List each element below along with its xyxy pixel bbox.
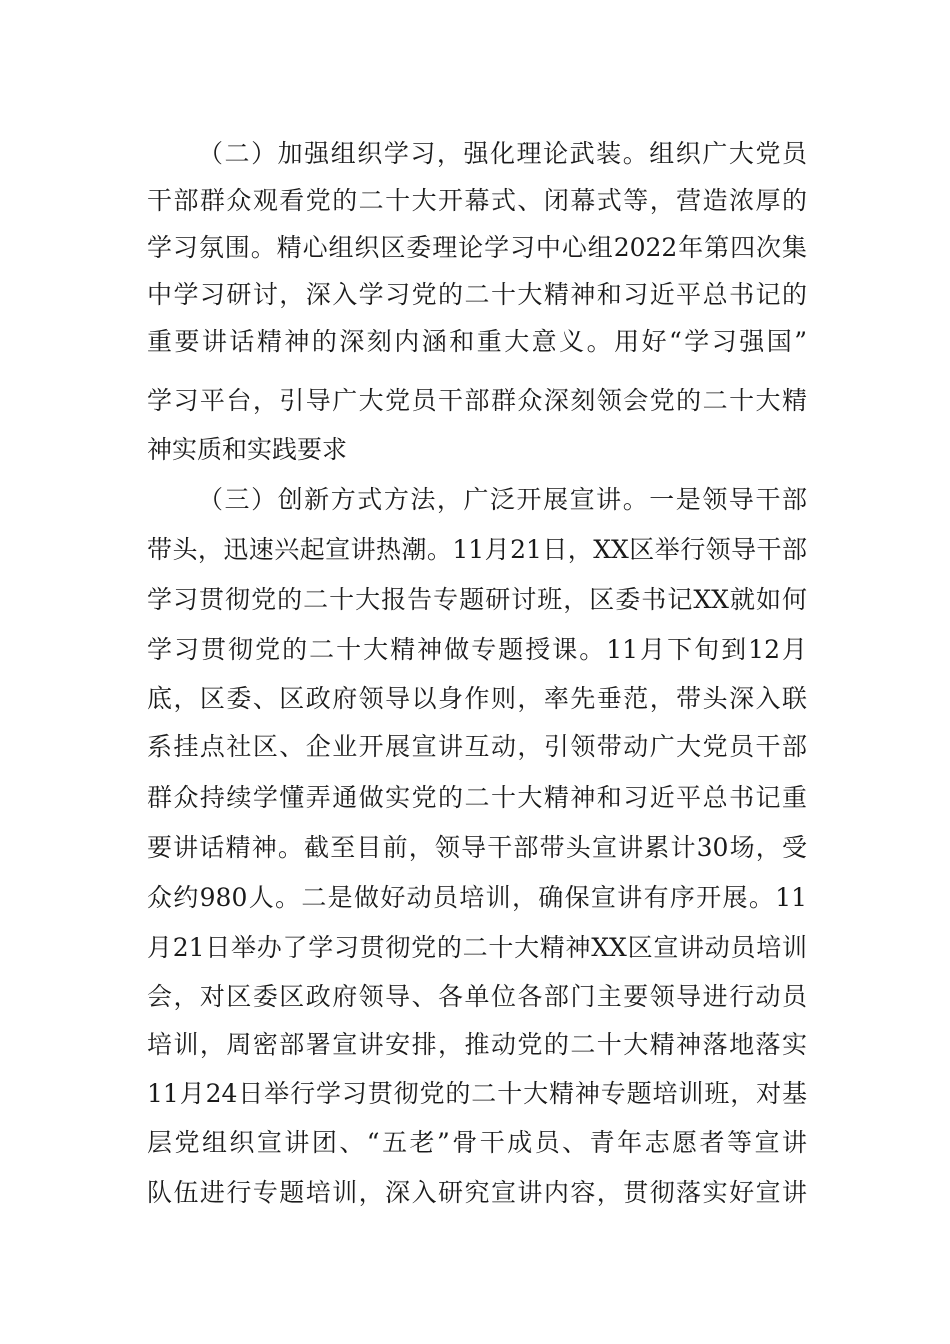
text-line: 层党组织宣讲团、“五老”骨干成员、青年志愿者等宣讲 bbox=[147, 1128, 807, 1157]
text-line: 中学习研讨，深入学习党的二十大精神和习近平总书记的 bbox=[147, 280, 807, 309]
text-line: 群众持续学懂弄通做实党的二十大精神和习近平总书记重 bbox=[147, 783, 807, 812]
text-line: 学习平台，引导广大党员干部群众深刻领会党的二十大精 bbox=[147, 386, 807, 415]
text-line: 11月24日举行学习贯彻党的二十大精神专题培训班，对基 bbox=[147, 1079, 807, 1108]
text-line: （二）加强组织学习，强化理论武装。组织广大党员 bbox=[198, 139, 807, 168]
text-line: 队伍进行专题培训，深入研究宣讲内容，贯彻落实好宣讲 bbox=[147, 1178, 807, 1207]
text-line: 众约980人。二是做好动员培训，确保宣讲有序开展。11 bbox=[147, 883, 807, 912]
text-line: 学习氛围。精心组织区委理论学习中心组2022年第四次集 bbox=[147, 233, 807, 262]
text-line: 要讲话精神。截至目前，领导干部带头宣讲累计30场，受 bbox=[147, 833, 807, 862]
text-line: 底，区委、区政府领导以身作则，率先垂范，带头深入联 bbox=[147, 684, 807, 713]
text-line: 系挂点社区、企业开展宣讲互动，引领带动广大党员干部 bbox=[147, 732, 807, 761]
text-line: 神实质和实践要求 bbox=[147, 435, 348, 464]
text-line: 会，对区委区政府领导、各单位各部门主要领导进行动员 bbox=[147, 982, 807, 1011]
text-line: 学习贯彻党的二十大精神做专题授课。11月下旬到12月 bbox=[147, 635, 807, 664]
text-line: （三）创新方式方法，广泛开展宣讲。一是领导干部 bbox=[198, 485, 807, 514]
text-line: 培训，周密部署宣讲安排，推动党的二十大精神落地落实 bbox=[147, 1030, 807, 1059]
text-line: 重要讲话精神的深刻内涵和重大意义。用好“学习强国” bbox=[147, 327, 807, 356]
text-line: 干部群众观看党的二十大开幕式、闭幕式等，营造浓厚的 bbox=[147, 186, 807, 215]
text-line: 带头，迅速兴起宣讲热潮。11月21日，XX区举行领导干部 bbox=[147, 535, 807, 564]
text-line: 月21日举办了学习贯彻党的二十大精神XX区宣讲动员培训 bbox=[147, 933, 807, 962]
text-line: 学习贯彻党的二十大报告专题研讨班，区委书记XX就如何 bbox=[147, 585, 807, 614]
